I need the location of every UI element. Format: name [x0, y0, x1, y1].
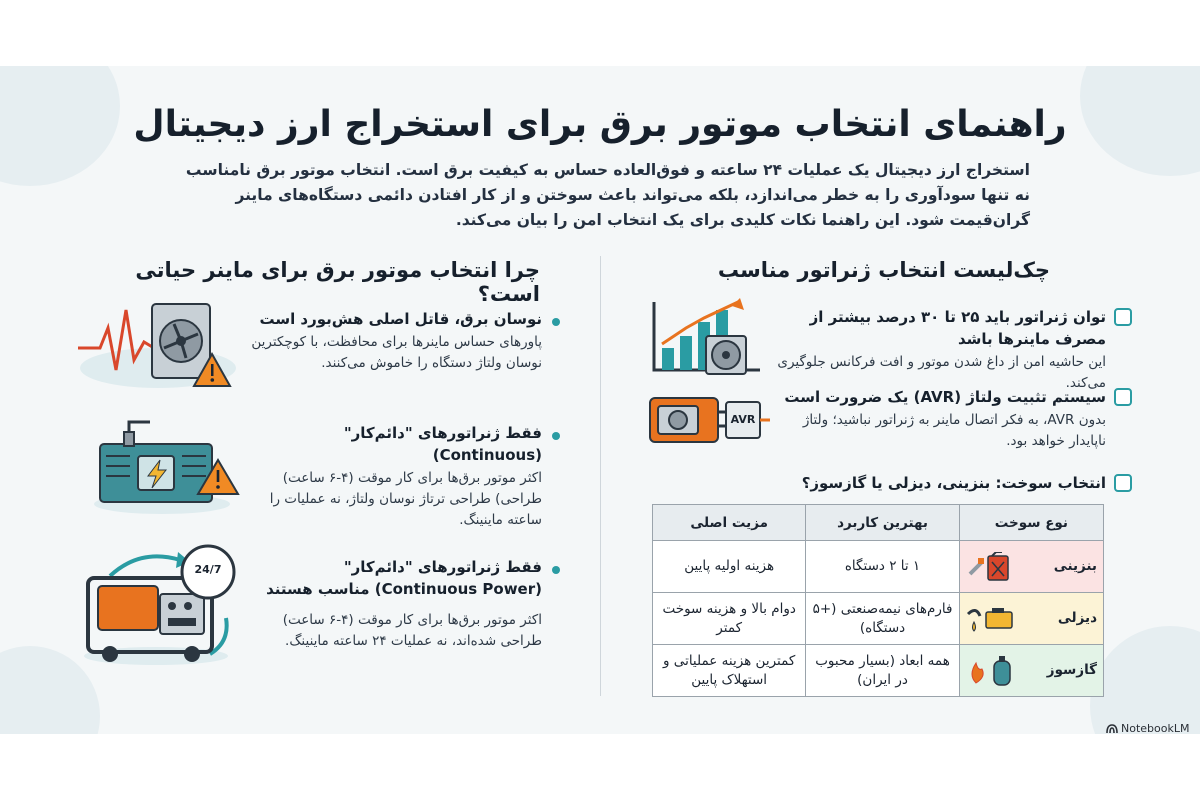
gas-cylinder-icon	[966, 655, 1016, 687]
clock-label: 24/7	[194, 563, 222, 576]
page-title: راهنمای انتخاب موتور برق برای استخراج ارز دیجیتال	[133, 104, 1067, 145]
fuel-comparison-table	[652, 504, 1104, 697]
right-item-2-heading: سیستم تثبیت ولتاژ (AVR) یک ضرورت است	[784, 388, 1106, 406]
avr-label: AVR	[730, 413, 756, 426]
benefit-cell: دوام بالا و هزینه سوخت کمتر	[653, 593, 806, 645]
checkbox[interactable]	[1114, 474, 1132, 492]
left-item-1-body: پاورهای حساس ماینرها برای محافظت، با کوچکترین نوسان ولتاژ دستگاه را خاموش می‌کنند.	[251, 334, 542, 371]
fuel-cell	[959, 593, 1103, 645]
table-header-row	[653, 505, 1104, 541]
infographic-canvas	[0, 66, 1200, 734]
fuel-name: بنزینی	[1053, 558, 1097, 574]
left-item-2-heading: فقط ژنراتورهای "دائم‌کار" (Continuous)	[343, 424, 542, 464]
fuel-cell	[959, 541, 1103, 593]
bullet-dot	[552, 432, 560, 440]
bullet-dot	[552, 566, 560, 574]
diesel-engine-icon	[966, 604, 1016, 634]
right-item-2-body: بدون AVR، به فکر اتصال ماینر به ژنراتور نباشید؛ ولتاژ ناپایدار خواهد بود.	[802, 412, 1106, 449]
checkbox[interactable]	[1114, 388, 1132, 406]
power-growth-chart-icon	[648, 298, 766, 376]
best-use-cell: ۱ تا ۲ دستگاه	[806, 541, 959, 593]
notebooklm-logo-icon	[1106, 724, 1118, 734]
generator-warning-icon	[90, 416, 240, 516]
right-item-1	[766, 306, 1106, 394]
left-item-2	[246, 422, 542, 531]
header-main-benefit: مزیت اصلی	[653, 505, 806, 541]
right-item-1-body: این حاشیه امن از داغ شدن موتور و افت فرکانس جلوگیری می‌کند.	[777, 354, 1106, 391]
fuel-cell	[959, 645, 1103, 697]
right-item-2	[780, 386, 1106, 452]
intro-paragraph: استخراج ارز دیجیتال یک عملیات ۲۴ ساعته و فوق‌العاده حساس به کیفیت برق است. انتخاب موتور برق نامناسب نه تنها سودآوری را به خطر می‌اندازد، بلکه می‌تواند باعث سوختن و از کار افتادن دائمی دستگاه‌های ماینر گران‌قیمت شود. این راهنما نکات کلیدی برای یک انتخاب امن را بیان می‌کند.	[185, 161, 1030, 229]
right-item-3	[780, 472, 1106, 494]
right-column-title: چک‌لیست انتخاب ژنراتور مناسب	[717, 258, 1050, 282]
left-item-1-heading: نوسان برق، قاتل اصلی هش‌بورد است	[259, 310, 542, 328]
brand-watermark	[1106, 722, 1189, 735]
checkbox[interactable]	[1114, 308, 1132, 326]
column-divider	[600, 256, 601, 696]
voltage-spike-miner-icon	[74, 298, 240, 390]
table-row	[653, 645, 1104, 697]
left-item-1	[246, 308, 542, 374]
decor-blob	[1090, 626, 1200, 734]
table-row	[653, 593, 1104, 645]
generator-clock-icon	[80, 542, 240, 666]
right-item-1-heading: توان ژنراتور باید ۲۵ تا ۳۰ درصد بیشتر از مصرف ماینرها باشد	[809, 308, 1106, 348]
header-fuel-type: نوع سوخت	[959, 505, 1103, 541]
fuel-name: گازسوز	[1046, 662, 1097, 678]
left-item-2-body: اکثر موتور برق‌ها برای کار موقت (۴-۶ ساعت) طراحی) طراحی ترتاژ نوسان ولتاژ، نه عملیات را ساعته ماینینگ.	[269, 470, 542, 528]
left-item-3-body: اکثر موتور برق‌ها برای کار موقت (۴-۶ ساعت) طراحی شده‌اند، نه عملیات ۲۴ ساعته ماینینگ.	[282, 612, 542, 649]
best-use-cell: همه ابعاد (بسیار محبوب در ایران)	[806, 645, 959, 697]
table-row	[653, 541, 1104, 593]
benefit-cell: هزینه اولیه پایین	[653, 541, 806, 593]
best-use-cell: فارم‌های نیمه‌صنعتی (+۵ دستگاه)	[806, 593, 959, 645]
bullet-dot	[552, 318, 560, 326]
header-best-use: بهترین کاربرد	[806, 505, 959, 541]
right-item-3-heading: انتخاب سوخت: بنزینی، دیزلی یا گازسوز؟	[801, 474, 1106, 492]
left-column-title: چرا انتخاب موتور برق برای ماینر حیاتی است؟	[135, 258, 540, 306]
left-item-3-heading: فقط ژنراتورهای "دائم‌کار" (Continuous Power) مناسب هستند	[266, 558, 542, 598]
brand-label: NotebookLM	[1121, 722, 1190, 735]
left-item-3	[246, 556, 542, 652]
fuel-name: دیزلی	[1057, 610, 1097, 626]
benefit-cell: کمترین هزینه عملیاتی و استهلاک پایین	[653, 645, 806, 697]
petrol-can-icon	[966, 552, 1012, 582]
